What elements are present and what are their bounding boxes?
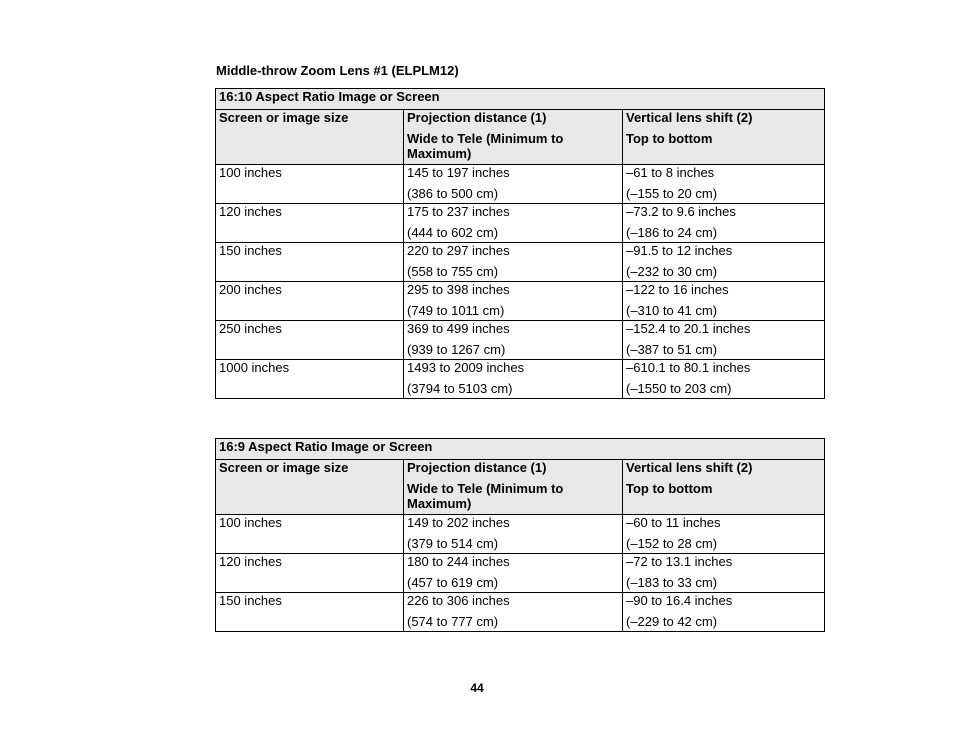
distance-cm: (749 to 1011 cm) bbox=[407, 303, 505, 318]
cell-vertical-lens-shift bbox=[623, 360, 825, 399]
table-row bbox=[216, 204, 825, 243]
header-vertical-lens-shift-label: Vertical lens shift (2) bbox=[626, 110, 753, 125]
distance-cm: (457 to 619 cm) bbox=[407, 575, 499, 590]
header-vertical-lens-shift bbox=[623, 110, 825, 165]
table-row bbox=[216, 321, 825, 360]
spec-table-16-9 bbox=[215, 438, 825, 632]
header-screen-size bbox=[216, 460, 404, 515]
shift-inches: –72 to 13.1 inches bbox=[626, 554, 733, 569]
cell-screen-size bbox=[216, 360, 404, 399]
shift-inches: –122 to 16 inches bbox=[626, 282, 729, 297]
table-row bbox=[216, 243, 825, 282]
cell-projection-distance bbox=[404, 321, 623, 360]
shift-cm: (–155 to 20 cm) bbox=[626, 186, 718, 201]
cell-screen-size bbox=[216, 593, 404, 632]
header-projection-distance bbox=[404, 460, 623, 515]
header-vertical-lens-shift-label: Vertical lens shift (2) bbox=[626, 460, 753, 475]
distance-inches: 1493 to 2009 inches bbox=[407, 360, 525, 375]
shift-cm: (–232 to 30 cm) bbox=[626, 264, 718, 279]
screen-size-value: 100 inches bbox=[219, 165, 282, 180]
cell-vertical-lens-shift bbox=[623, 515, 825, 554]
cell-vertical-lens-shift bbox=[623, 243, 825, 282]
shift-inches: –60 to 11 inches bbox=[626, 515, 721, 530]
screen-size-value: 150 inches bbox=[219, 593, 282, 608]
cell-screen-size bbox=[216, 554, 404, 593]
screen-size-value: 200 inches bbox=[219, 282, 282, 297]
table-row bbox=[216, 360, 825, 399]
shift-cm: (–229 to 42 cm) bbox=[626, 614, 718, 629]
table-header-row bbox=[216, 460, 825, 515]
distance-inches: 220 to 297 inches bbox=[407, 243, 510, 258]
cell-screen-size bbox=[216, 165, 404, 204]
distance-inches: 175 to 237 inches bbox=[407, 204, 510, 219]
cell-projection-distance bbox=[404, 554, 623, 593]
spec-table-16-10 bbox=[215, 88, 825, 399]
header-screen-size-label: Screen or image size bbox=[219, 110, 349, 125]
table-caption-row bbox=[216, 439, 825, 460]
cell-projection-distance bbox=[404, 204, 623, 243]
table-row bbox=[216, 593, 825, 632]
table-header-row bbox=[216, 110, 825, 165]
header-screen-size-label: Screen or image size bbox=[219, 460, 349, 475]
distance-cm: (939 to 1267 cm) bbox=[407, 342, 506, 357]
distance-inches: 145 to 197 inches bbox=[407, 165, 510, 180]
cell-screen-size bbox=[216, 282, 404, 321]
table-caption: 16:9 Aspect Ratio Image or Screen bbox=[216, 439, 825, 460]
header-projection-distance-sub: Wide to Tele (Minimum to Maximum) bbox=[407, 481, 564, 511]
distance-inches: 226 to 306 inches bbox=[407, 593, 510, 608]
table-caption: 16:10 Aspect Ratio Image or Screen bbox=[216, 89, 825, 110]
cell-screen-size bbox=[216, 321, 404, 360]
screen-size-value: 100 inches bbox=[219, 515, 282, 530]
shift-inches: –152.4 to 20.1 inches bbox=[626, 321, 751, 336]
header-vertical-lens-shift-sub: Top to bottom bbox=[626, 131, 713, 146]
cell-projection-distance bbox=[404, 165, 623, 204]
shift-inches: –61 to 8 inches bbox=[626, 165, 715, 180]
table-row bbox=[216, 282, 825, 321]
distance-inches: 295 to 398 inches bbox=[407, 282, 510, 297]
distance-cm: (379 to 514 cm) bbox=[407, 536, 499, 551]
distance-inches: 369 to 499 inches bbox=[407, 321, 510, 336]
header-projection-distance-label: Projection distance (1) bbox=[407, 460, 547, 475]
header-vertical-lens-shift bbox=[623, 460, 825, 515]
cell-projection-distance bbox=[404, 360, 623, 399]
screen-size-value: 250 inches bbox=[219, 321, 282, 336]
shift-inches: –91.5 to 12 inches bbox=[626, 243, 733, 258]
shift-inches: –90 to 16.4 inches bbox=[626, 593, 733, 608]
table-row bbox=[216, 554, 825, 593]
shift-cm: (–183 to 33 cm) bbox=[626, 575, 718, 590]
header-projection-distance-sub: Wide to Tele (Minimum to Maximum) bbox=[407, 131, 564, 161]
shift-cm: (–1550 to 203 cm) bbox=[626, 381, 732, 396]
cell-screen-size bbox=[216, 204, 404, 243]
distance-inches: 180 to 244 inches bbox=[407, 554, 510, 569]
cell-vertical-lens-shift bbox=[623, 321, 825, 360]
screen-size-value: 1000 inches bbox=[219, 360, 290, 375]
distance-cm: (444 to 602 cm) bbox=[407, 225, 499, 240]
page-number: 44 bbox=[470, 681, 484, 695]
distance-cm: (3794 to 5103 cm) bbox=[407, 381, 513, 396]
header-projection-distance-label: Projection distance (1) bbox=[407, 110, 547, 125]
cell-projection-distance bbox=[404, 515, 623, 554]
cell-projection-distance bbox=[404, 243, 623, 282]
header-screen-size bbox=[216, 110, 404, 165]
cell-projection-distance bbox=[404, 593, 623, 632]
cell-projection-distance bbox=[404, 282, 623, 321]
distance-cm: (386 to 500 cm) bbox=[407, 186, 499, 201]
table-row bbox=[216, 515, 825, 554]
screen-size-value: 120 inches bbox=[219, 554, 282, 569]
table-caption-row bbox=[216, 89, 825, 110]
cell-screen-size bbox=[216, 515, 404, 554]
shift-cm: (–387 to 51 cm) bbox=[626, 342, 718, 357]
cell-vertical-lens-shift bbox=[623, 204, 825, 243]
cell-vertical-lens-shift bbox=[623, 165, 825, 204]
header-projection-distance bbox=[404, 110, 623, 165]
distance-cm: (574 to 777 cm) bbox=[407, 614, 499, 629]
cell-vertical-lens-shift bbox=[623, 554, 825, 593]
shift-cm: (–310 to 41 cm) bbox=[626, 303, 718, 318]
section-heading: Middle-throw Zoom Lens #1 (ELPLM12) bbox=[216, 63, 459, 78]
cell-vertical-lens-shift bbox=[623, 282, 825, 321]
shift-inches: –610.1 to 80.1 inches bbox=[626, 360, 751, 375]
table-row bbox=[216, 165, 825, 204]
distance-inches: 149 to 202 inches bbox=[407, 515, 510, 530]
header-vertical-lens-shift-sub: Top to bottom bbox=[626, 481, 713, 496]
shift-cm: (–152 to 28 cm) bbox=[626, 536, 718, 551]
cell-screen-size bbox=[216, 243, 404, 282]
screen-size-value: 150 inches bbox=[219, 243, 282, 258]
screen-size-value: 120 inches bbox=[219, 204, 282, 219]
distance-cm: (558 to 755 cm) bbox=[407, 264, 499, 279]
shift-cm: (–186 to 24 cm) bbox=[626, 225, 718, 240]
cell-vertical-lens-shift bbox=[623, 593, 825, 632]
shift-inches: –73.2 to 9.6 inches bbox=[626, 204, 736, 219]
